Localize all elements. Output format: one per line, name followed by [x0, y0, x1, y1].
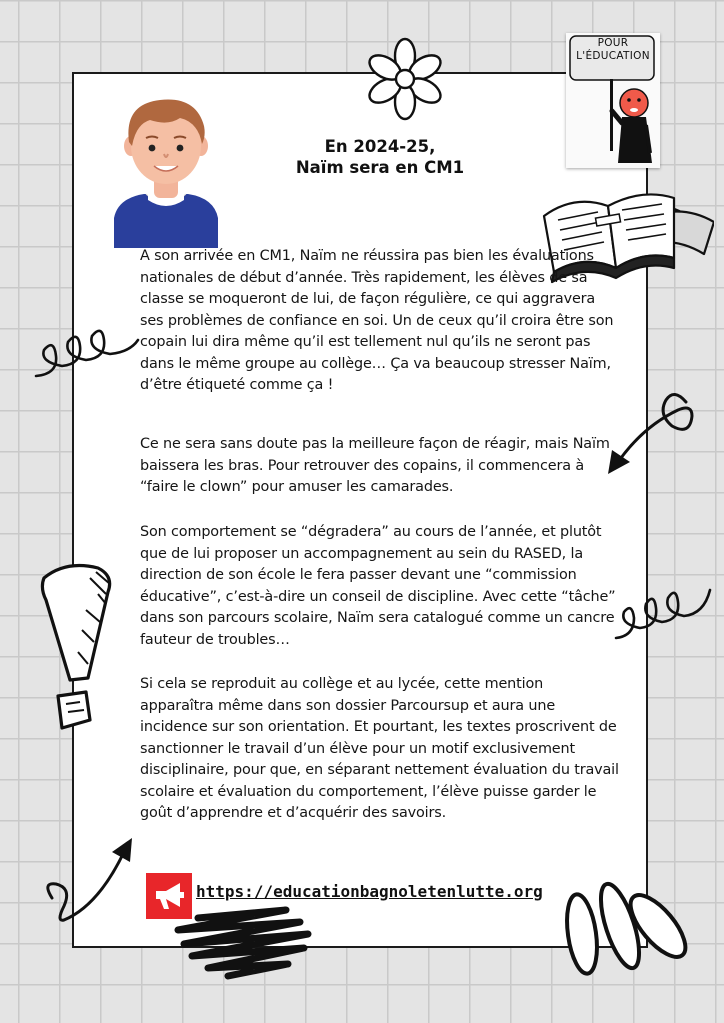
poster-line1: POUR: [597, 37, 629, 49]
poster-caption: [566, 37, 660, 63]
paragraph-1: [140, 246, 620, 397]
loops-doodle-left: [32, 318, 144, 384]
paragraph-4-text: Si cela se reproduit au collège et au lycée, cette mention apparaîtra même dans son dossier Parcoursup et aura une incidence sur son orientation. Et pourtant, les textes proscrivent de sanctionner le travail d’un élève pour un motif exclusivement disciplinaire, pour que, en séparant nettement évaluation du travail scolaire et évaluation du comportement, l’élève puisse garder le goût d’apprendre et d’acquérir des savoirs.: [140, 676, 619, 821]
paragraph-1-text: A son arrivée en CM1, Naïm ne réussira pas bien les évaluations nationales de début d’année. Très rapidement, les élèves de sa classe se moqueront de lui, de façon régulière, ce qui aggravera ses problèmes de confiance en soi. Un de ceux qu’il croira être son copain lui dira même qu’il est tellement nul qu’ils ne seront pas dans le même groupe au collège… Ça va beaucoup stresser Naïm, d’être étiqueté comme ça !: [140, 248, 614, 393]
title-line2: Naïm sera en CM1: [295, 158, 465, 177]
paragraph-3: [140, 522, 620, 651]
paragraph-4: [140, 674, 620, 825]
paragraph-3-text: Son comportement se “dégradera” au cours de l’année, et plutôt que de lui proposer un accompagnement au sein du RASED, la direction de son école le fera passer devant une “commission éducative”, c’est-à-dire un conseil de discipline. Avec cette “tâche” dans son parcours scolaire, Naïm sera catalogué comme un cancre fauteur de troubles…: [140, 524, 616, 648]
website-link[interactable]: https://educationbagnoletenlutte.org: [196, 882, 543, 901]
flower-doodle-icon: [362, 36, 448, 122]
page-title: [290, 136, 470, 178]
curved-arrow-bottom-left-icon: [42, 834, 138, 930]
pour-leducation-poster: [566, 33, 660, 168]
paragraph-2: [140, 434, 620, 499]
scribble-doodle: [168, 904, 318, 980]
boy-avatar: [110, 96, 222, 248]
paragraph-2-text: Ce ne sera sans doute pas la meilleure façon de réagir, mais Naïm baissera les bras. Pour retrouver des copains, il commencera à “faire le clown” pour amuser les camarades.: [140, 436, 610, 495]
poster-line2: L'ÉDUCATION: [576, 50, 650, 62]
loops-doodle-right: [612, 578, 716, 644]
petals-doodle: [560, 876, 690, 986]
title-line1: En 2024-25,: [324, 137, 436, 156]
exclamation-mark-icon: [36, 560, 116, 736]
